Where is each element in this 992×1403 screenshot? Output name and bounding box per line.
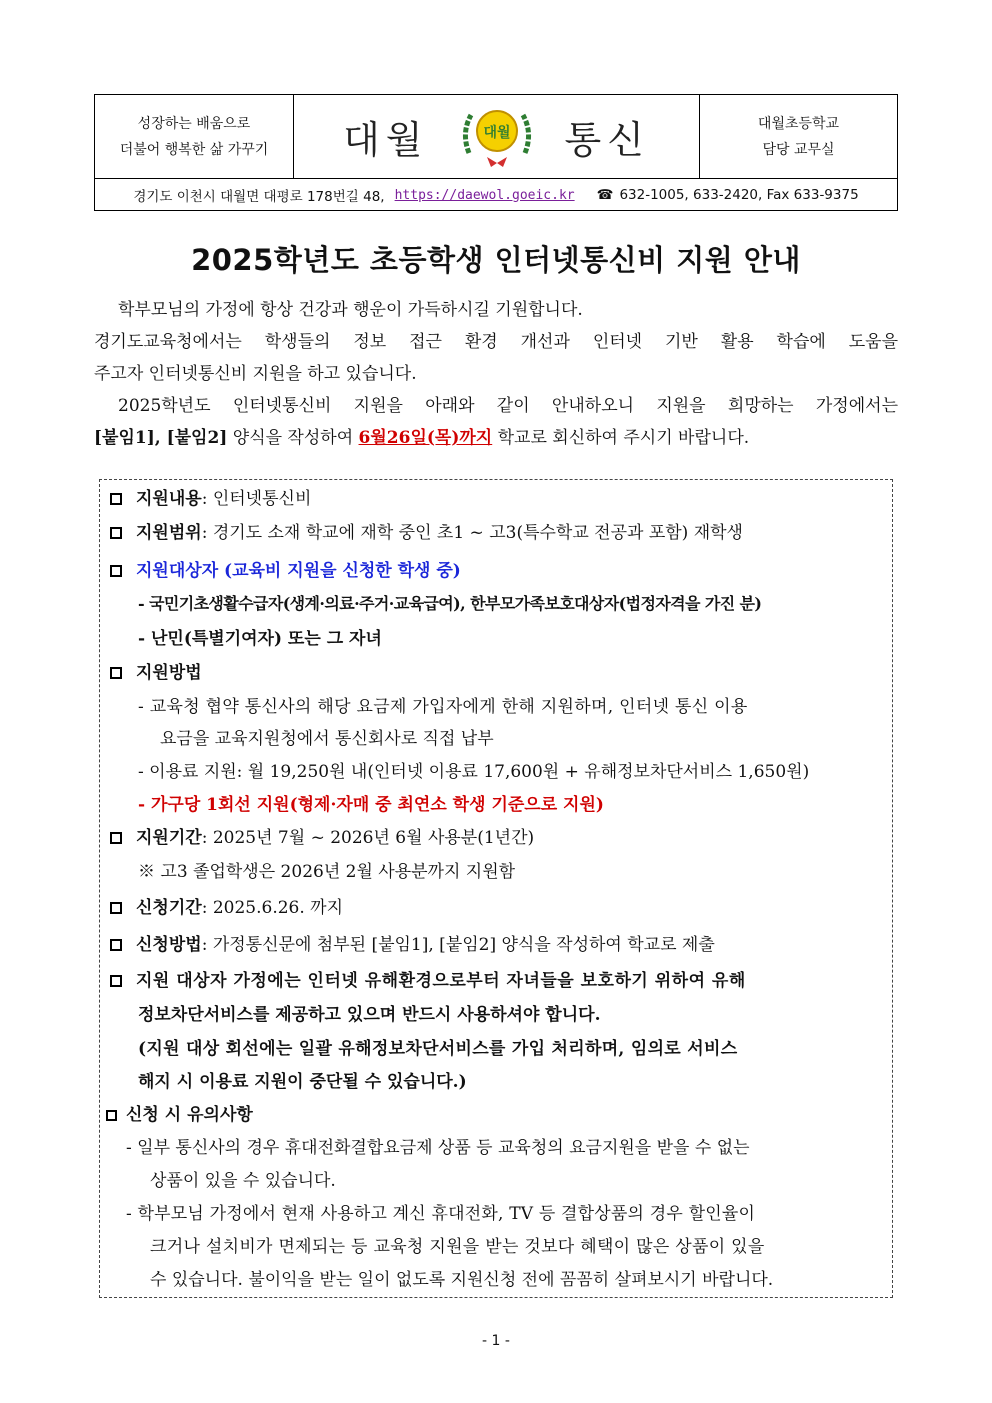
item-period: 지원기간: 2025년 7월 ~ 2026년 6월 사용분(1년간): [110, 823, 534, 848]
deadline: 6월26일(목)까지: [358, 428, 493, 448]
newsletter-word-left: 대월: [343, 118, 429, 162]
checkbox-icon: [110, 939, 122, 951]
checkbox-icon: [110, 975, 122, 987]
school-slogan: [95, 95, 294, 178]
school-name: 대월초등학교: [757, 115, 840, 132]
school-info: [700, 95, 897, 178]
newsletter-word-right: 통신: [564, 118, 650, 162]
item-method: 지원방법: [110, 658, 202, 683]
checkbox-icon: [110, 667, 122, 679]
department: 담당 교무실: [762, 141, 835, 158]
intro-request-end: 학교로 회신하여 주시기 바랍니다.: [497, 428, 750, 448]
item-apply-period: 신청기간: 2025.6.26. 까지: [110, 893, 343, 918]
checkbox-icon: [110, 902, 122, 914]
slogan-line-1: 성장하는 배움으로: [137, 115, 251, 132]
school-url-link[interactable]: https://daewol.goeic.kr: [394, 187, 575, 203]
newsletter-logo: [294, 95, 700, 178]
attachment-refs: [붙임1], [붙임2]: [94, 428, 228, 448]
intro-request-2: [94, 422, 898, 454]
filter-line-3: (지원 대상 회선에는 일괄 유해정보차단서비스를 가입 처리하며, 임의로 서비스: [138, 1039, 738, 1059]
phone-numbers: 632-1005, 633-2420, Fax 633-9375: [619, 187, 859, 203]
checkbox-icon: [110, 565, 122, 577]
item-scope: 지원범위: 경기도 소재 학교에 재학 중인 초1 ~ 고3(특수학교 전공과 포함) 재학생: [110, 518, 743, 543]
school-emblem-icon: [457, 103, 537, 171]
caution-1: - 일부 통신사의 경우 휴대전화결합요금제 상품 등 교육청의 요금지원을 받을 수 없는: [126, 1138, 750, 1158]
intro-greeting: 학부모님의 가정에 항상 건강과 행운이 가득하시길 기원합니다.: [118, 300, 583, 320]
method-3: - 가구당 1회선 지원(형제·자매 중 최연소 학생 기준으로 지원): [138, 795, 604, 815]
caution-2: - 학부모님 가정에서 현재 사용하고 계신 휴대전화, TV 등 결합상품의 경우 할인율이: [126, 1204, 756, 1224]
intro-text: [94, 294, 898, 454]
intro-request-1: 2025학년도 인터넷통신비 지원을 아래와 같이 안내하오니 지원을 희망하는 가정에서는: [118, 396, 898, 416]
item-filter: 지원 대상자 가정에는 인터넷 유해환경으로부터 자녀들을 보호하기 위하여 유해: [110, 966, 746, 991]
address: 경기도 이천시 대월면 대평로 178번길 48,: [133, 189, 385, 205]
contact-row: [95, 179, 897, 211]
checkbox-icon: [106, 1110, 117, 1121]
checkbox-icon: [110, 832, 122, 844]
method-2: - 이용료 지원: 월 19,250원 내(인터넷 이용료 17,600원 + 유해정보차단서비스 1,650원): [138, 762, 810, 782]
intro-purpose-1: 경기도교육청에서는 학생들의 정보 접근 환경 개선과 인터넷 기반 활용 학습에 도움을: [94, 332, 898, 352]
header-top-row: [95, 95, 897, 179]
checkbox-icon: [110, 493, 122, 505]
intro-request-mid: 양식을 작성하여: [232, 428, 354, 448]
phone-icon: ☎: [596, 187, 614, 203]
page-title: 2025학년도 초등학생 인터넷통신비 지원 안내: [191, 243, 801, 277]
item-content: 지원내용: 인터넷통신비: [110, 484, 311, 509]
checkbox-icon: [110, 527, 122, 539]
support-details-box: [99, 479, 893, 1298]
page-number: - 1 -: [482, 1333, 510, 1349]
caution-2-cont-1: 크거나 설치비가 면제되는 등 교육청 지원을 받는 것보다 혜택이 많은 상품이 있을: [150, 1237, 765, 1257]
caution-1-cont: 상품이 있을 수 있습니다.: [150, 1171, 336, 1191]
target-recipients: - 국민기초생활수급자(생계·의료·주거·교육급여), 한부모가족보호대상자(법정자격을 가진 분): [138, 594, 762, 613]
newsletter-header: [94, 94, 898, 211]
item-target: 지원대상자 (교육비 지원을 신청한 학생 중): [110, 556, 461, 581]
intro-purpose-2: 주고자 인터넷통신비 지원을 하고 있습니다.: [94, 364, 417, 384]
method-1: - 교육청 협약 통신사의 해당 요금제 가입자에게 한해 지원하며, 인터넷 통신 이용: [138, 697, 748, 717]
target-refugees: - 난민(특별기여자) 또는 그 자녀: [138, 629, 382, 649]
period-note: ※ 고3 졸업학생은 2026년 2월 사용분까지 지원함: [138, 862, 516, 882]
slogan-line-2: 더불어 행복한 삶 가꾸기: [119, 141, 269, 158]
method-1-cont: 요금을 교육지원청에서 통신회사로 직접 납부: [160, 729, 494, 749]
item-caution: 신청 시 유의사항: [106, 1100, 253, 1125]
filter-line-2: 정보차단서비스를 제공하고 있으며 반드시 사용하셔야 합니다.: [138, 1005, 601, 1025]
caution-2-cont-2: 수 있습니다. 불이익을 받는 일이 없도록 지원신청 전에 꼼꼼히 살펴보시기 바랍니다.: [150, 1270, 774, 1290]
filter-line-4: 해지 시 이용료 지원이 중단될 수 있습니다.): [138, 1072, 467, 1092]
svg-text:대월: 대월: [482, 124, 511, 141]
item-apply-method: 신청방법: 가정통신문에 첨부된 [붙임1], [붙임2] 양식을 작성하여 학교로 제출: [110, 930, 715, 955]
